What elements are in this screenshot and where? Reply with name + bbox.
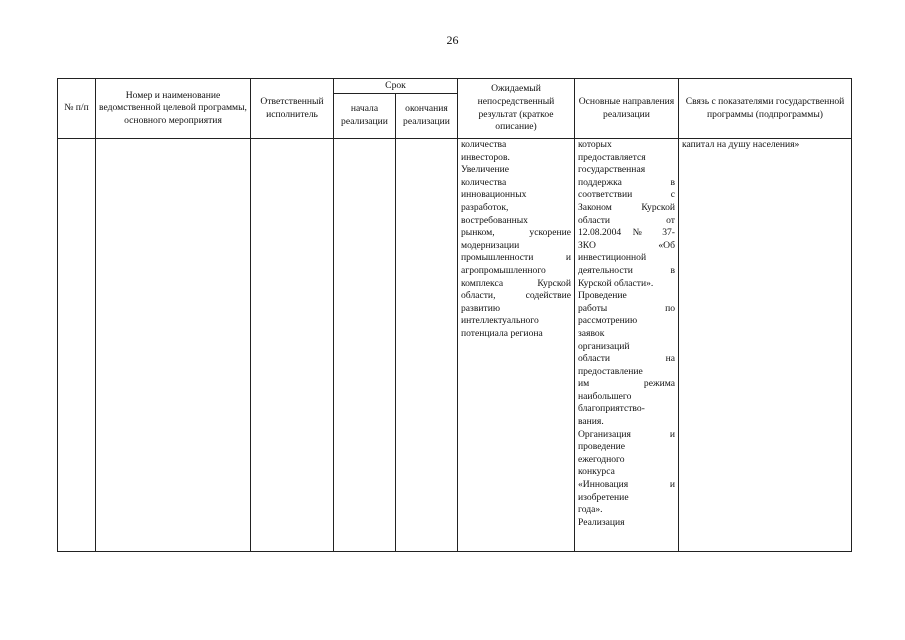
header-directions: Основные направления реализации [575,79,679,139]
header-responsible: Ответственный исполнитель [251,79,334,139]
text-line: ежегодного [578,453,625,465]
text-line: благоприятство- [578,403,645,415]
text-line: конкурса [578,466,615,478]
table-header-row [58,79,852,94]
text-line: количества [461,176,507,188]
text-line: изобретение [578,491,629,503]
text-line: Проведение [578,290,627,302]
text-line: работы по [578,302,675,314]
header-program-name: Номер и наименование ведомственной целевой программы, основного мероприятия [96,79,251,139]
text-line: ЗКО «Об [578,239,675,251]
text-line: соответствии с [578,189,675,201]
text-line: государственная [578,164,646,176]
text-line: Курской области». [578,277,654,289]
text-line: года». [578,504,603,516]
program-table [57,78,852,552]
header-link-indicators: Связь с показателями государственной программы (подпрограммы) [679,79,852,139]
cell-term-end [396,139,458,552]
text-line: Законом Курской [578,201,675,213]
text-line: деятельности в [578,264,675,276]
text-line: инвесторов. [461,151,510,163]
header-term: Срок [334,79,458,94]
expected-result-text [461,139,571,341]
text-line: интеллектуального [461,315,539,327]
text-line: модернизации [461,239,520,251]
cell-program-name [96,139,251,552]
text-line: области, содействие [461,290,571,302]
text-line: агропромышленного [461,264,546,276]
text-line: разработок, [461,201,509,213]
text-line: поддержка в [578,176,675,188]
page-number: 26 [446,33,459,47]
text-line: Реализация [578,516,625,528]
text-line: промышленности и [461,252,571,264]
text-line: инвестиционной [578,252,647,264]
text-line: вания. [578,416,604,428]
text-line: Организация и [578,428,675,440]
directions-text [578,139,675,529]
header-term-start: начала реализации [334,94,396,139]
cell-term-start [334,139,396,552]
text-line: предоставляется [578,151,646,163]
cell-responsible [251,139,334,552]
text-line: потенциала региона [461,327,543,339]
text-line: области на [578,353,675,365]
cell-expected-result [458,139,575,552]
text-line: организаций [578,340,630,352]
text-line: развитию [461,302,501,314]
text-line: наибольшего [578,390,632,402]
text-line: заявок [578,327,605,339]
text-line: 12.08.2004 № 37- [578,227,675,239]
text-line: «Инновация и [578,479,675,491]
text-line: предоставление [578,365,643,377]
text-line: проведение [578,441,625,453]
cell-link-indicators: капитал на душу населения» [679,139,852,552]
header-expected-result: Ожидаемый непосредственный результат (краткое описание) [458,79,575,139]
text-line: количества [461,139,507,150]
text-line: им режима [578,378,675,390]
text-line: рассмотрению [578,315,638,327]
text-line: востребованных [461,214,528,226]
cell-num [58,139,96,552]
text-line: Увеличение [461,164,509,176]
header-term-end: окончания реализации [396,94,458,139]
text-line: рынком, ускорение [461,227,571,239]
table-row [58,139,852,552]
text-line: которых [578,139,612,150]
text-line: комплекса Курской [461,277,571,289]
cell-directions [575,139,679,552]
header-num: № п/п [58,79,96,139]
text-line: инновационных [461,189,527,201]
text-line: области от [578,214,675,226]
